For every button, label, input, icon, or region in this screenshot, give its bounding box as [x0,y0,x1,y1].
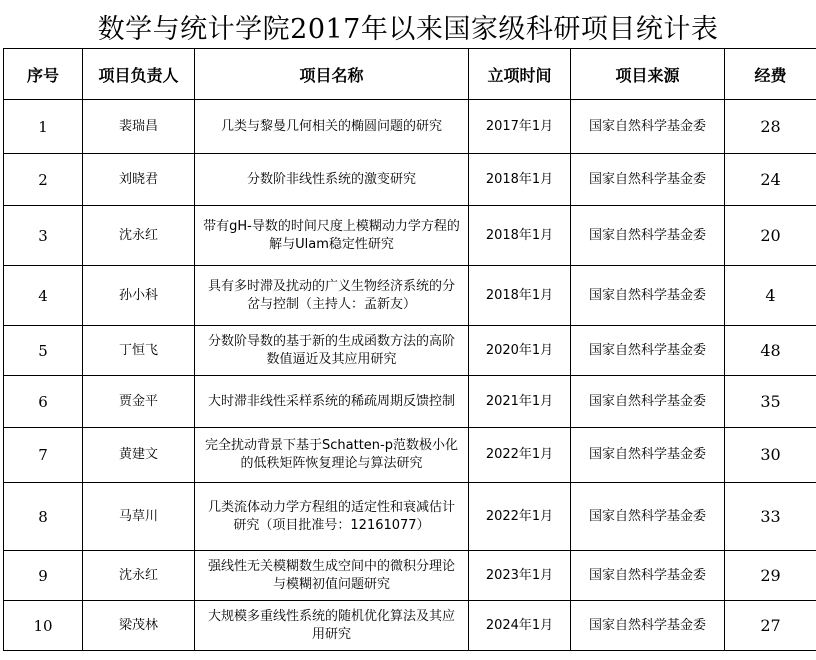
cell-fee[interactable]: 20 [725,206,816,266]
header-no[interactable]: 序号 [4,49,83,100]
project-table [3,48,816,651]
cell-project-name[interactable]: 带有gH-导数的时间尺度上模糊动力学方程的解与Ulam稳定性研究 [195,206,469,266]
table-row [4,376,816,428]
cell-source[interactable]: 国家自然科学基金委 [571,326,725,376]
table-row [4,154,816,206]
cell-fee[interactable]: 33 [725,483,816,551]
table-row [4,206,816,266]
cell-time[interactable]: 2022年1月 [469,428,571,483]
cell-time[interactable]: 2018年1月 [469,266,571,326]
cell-fee[interactable]: 29 [725,551,816,601]
cell-no[interactable]: 9 [4,551,83,601]
cell-project-name[interactable]: 大时滞非线性采样系统的稀疏周期反馈控制 [195,376,469,428]
cell-project-name[interactable]: 强线性无关模糊数生成空间中的微积分理论与模糊初值问题研究 [195,551,469,601]
cell-time[interactable]: 2022年1月 [469,483,571,551]
cell-time[interactable]: 2020年1月 [469,326,571,376]
cell-leader[interactable]: 马草川 [83,483,195,551]
cell-time[interactable]: 2024年1月 [469,601,571,651]
cell-no[interactable]: 7 [4,428,83,483]
cell-no[interactable]: 8 [4,483,83,551]
cell-fee[interactable]: 28 [725,100,816,154]
cell-source[interactable]: 国家自然科学基金委 [571,376,725,428]
cell-no[interactable]: 10 [4,601,83,651]
cell-leader[interactable]: 孙小科 [83,266,195,326]
cell-source[interactable]: 国家自然科学基金委 [571,601,725,651]
cell-leader[interactable]: 沈永红 [83,206,195,266]
cell-no[interactable]: 4 [4,266,83,326]
table-row [4,601,816,651]
cell-fee[interactable]: 48 [725,326,816,376]
cell-leader[interactable]: 沈永红 [83,551,195,601]
header-source[interactable]: 项目来源 [571,49,725,100]
table-row [4,428,816,483]
cell-no[interactable]: 2 [4,154,83,206]
header-name[interactable]: 项目名称 [195,49,469,100]
cell-fee[interactable]: 24 [725,154,816,206]
cell-project-name[interactable]: 完全扰动背景下基于Schatten-p范数极小化的低秩矩阵恢复理论与算法研究 [195,428,469,483]
cell-no[interactable]: 3 [4,206,83,266]
cell-project-name[interactable]: 几类与黎曼几何相关的椭圆问题的研究 [195,100,469,154]
cell-fee[interactable]: 27 [725,601,816,651]
cell-fee[interactable]: 30 [725,428,816,483]
cell-leader[interactable]: 黄建文 [83,428,195,483]
table-row [4,100,816,154]
header-row [4,49,816,100]
cell-time[interactable]: 2018年1月 [469,206,571,266]
cell-time[interactable]: 2018年1月 [469,154,571,206]
cell-source[interactable]: 国家自然科学基金委 [571,154,725,206]
cell-source[interactable]: 国家自然科学基金委 [571,483,725,551]
cell-project-name[interactable]: 几类流体动力学方程组的适定性和衰减估计研究（项目批准号：12161077） [195,483,469,551]
cell-source[interactable]: 国家自然科学基金委 [571,100,725,154]
cell-time[interactable]: 2017年1月 [469,100,571,154]
cell-leader[interactable]: 裴瑞昌 [83,100,195,154]
cell-time[interactable]: 2023年1月 [469,551,571,601]
cell-project-name[interactable]: 分数阶导数的基于新的生成函数方法的高阶数值逼近及其应用研究 [195,326,469,376]
cell-source[interactable]: 国家自然科学基金委 [571,206,725,266]
cell-source[interactable]: 国家自然科学基金委 [571,266,725,326]
table-title: 数学与统计学院2017年以来国家级科研项目统计表 [97,14,719,45]
cell-fee[interactable]: 35 [725,376,816,428]
cell-no[interactable]: 5 [4,326,83,376]
cell-fee[interactable]: 4 [725,266,816,326]
cell-source[interactable]: 国家自然科学基金委 [571,428,725,483]
cell-project-name[interactable]: 具有多时滞及扰动的广义生物经济系统的分岔与控制（主持人：孟新友） [195,266,469,326]
header-fee[interactable]: 经费 [725,49,816,100]
cell-no[interactable]: 6 [4,376,83,428]
cell-project-name[interactable]: 大规模多重线性系统的随机优化算法及其应用研究 [195,601,469,651]
table-row [4,326,816,376]
header-time[interactable]: 立项时间 [469,49,571,100]
cell-time[interactable]: 2021年1月 [469,376,571,428]
cell-leader[interactable]: 丁恒飞 [83,326,195,376]
cell-leader[interactable]: 刘晓君 [83,154,195,206]
cell-source[interactable]: 国家自然科学基金委 [571,551,725,601]
table-row [4,266,816,326]
cell-project-name[interactable]: 分数阶非线性系统的激变研究 [195,154,469,206]
cell-leader[interactable]: 梁茂林 [83,601,195,651]
header-leader[interactable]: 项目负责人 [83,49,195,100]
cell-no[interactable]: 1 [4,100,83,154]
table-row [4,551,816,601]
table-row [4,483,816,551]
cell-leader[interactable]: 贾金平 [83,376,195,428]
